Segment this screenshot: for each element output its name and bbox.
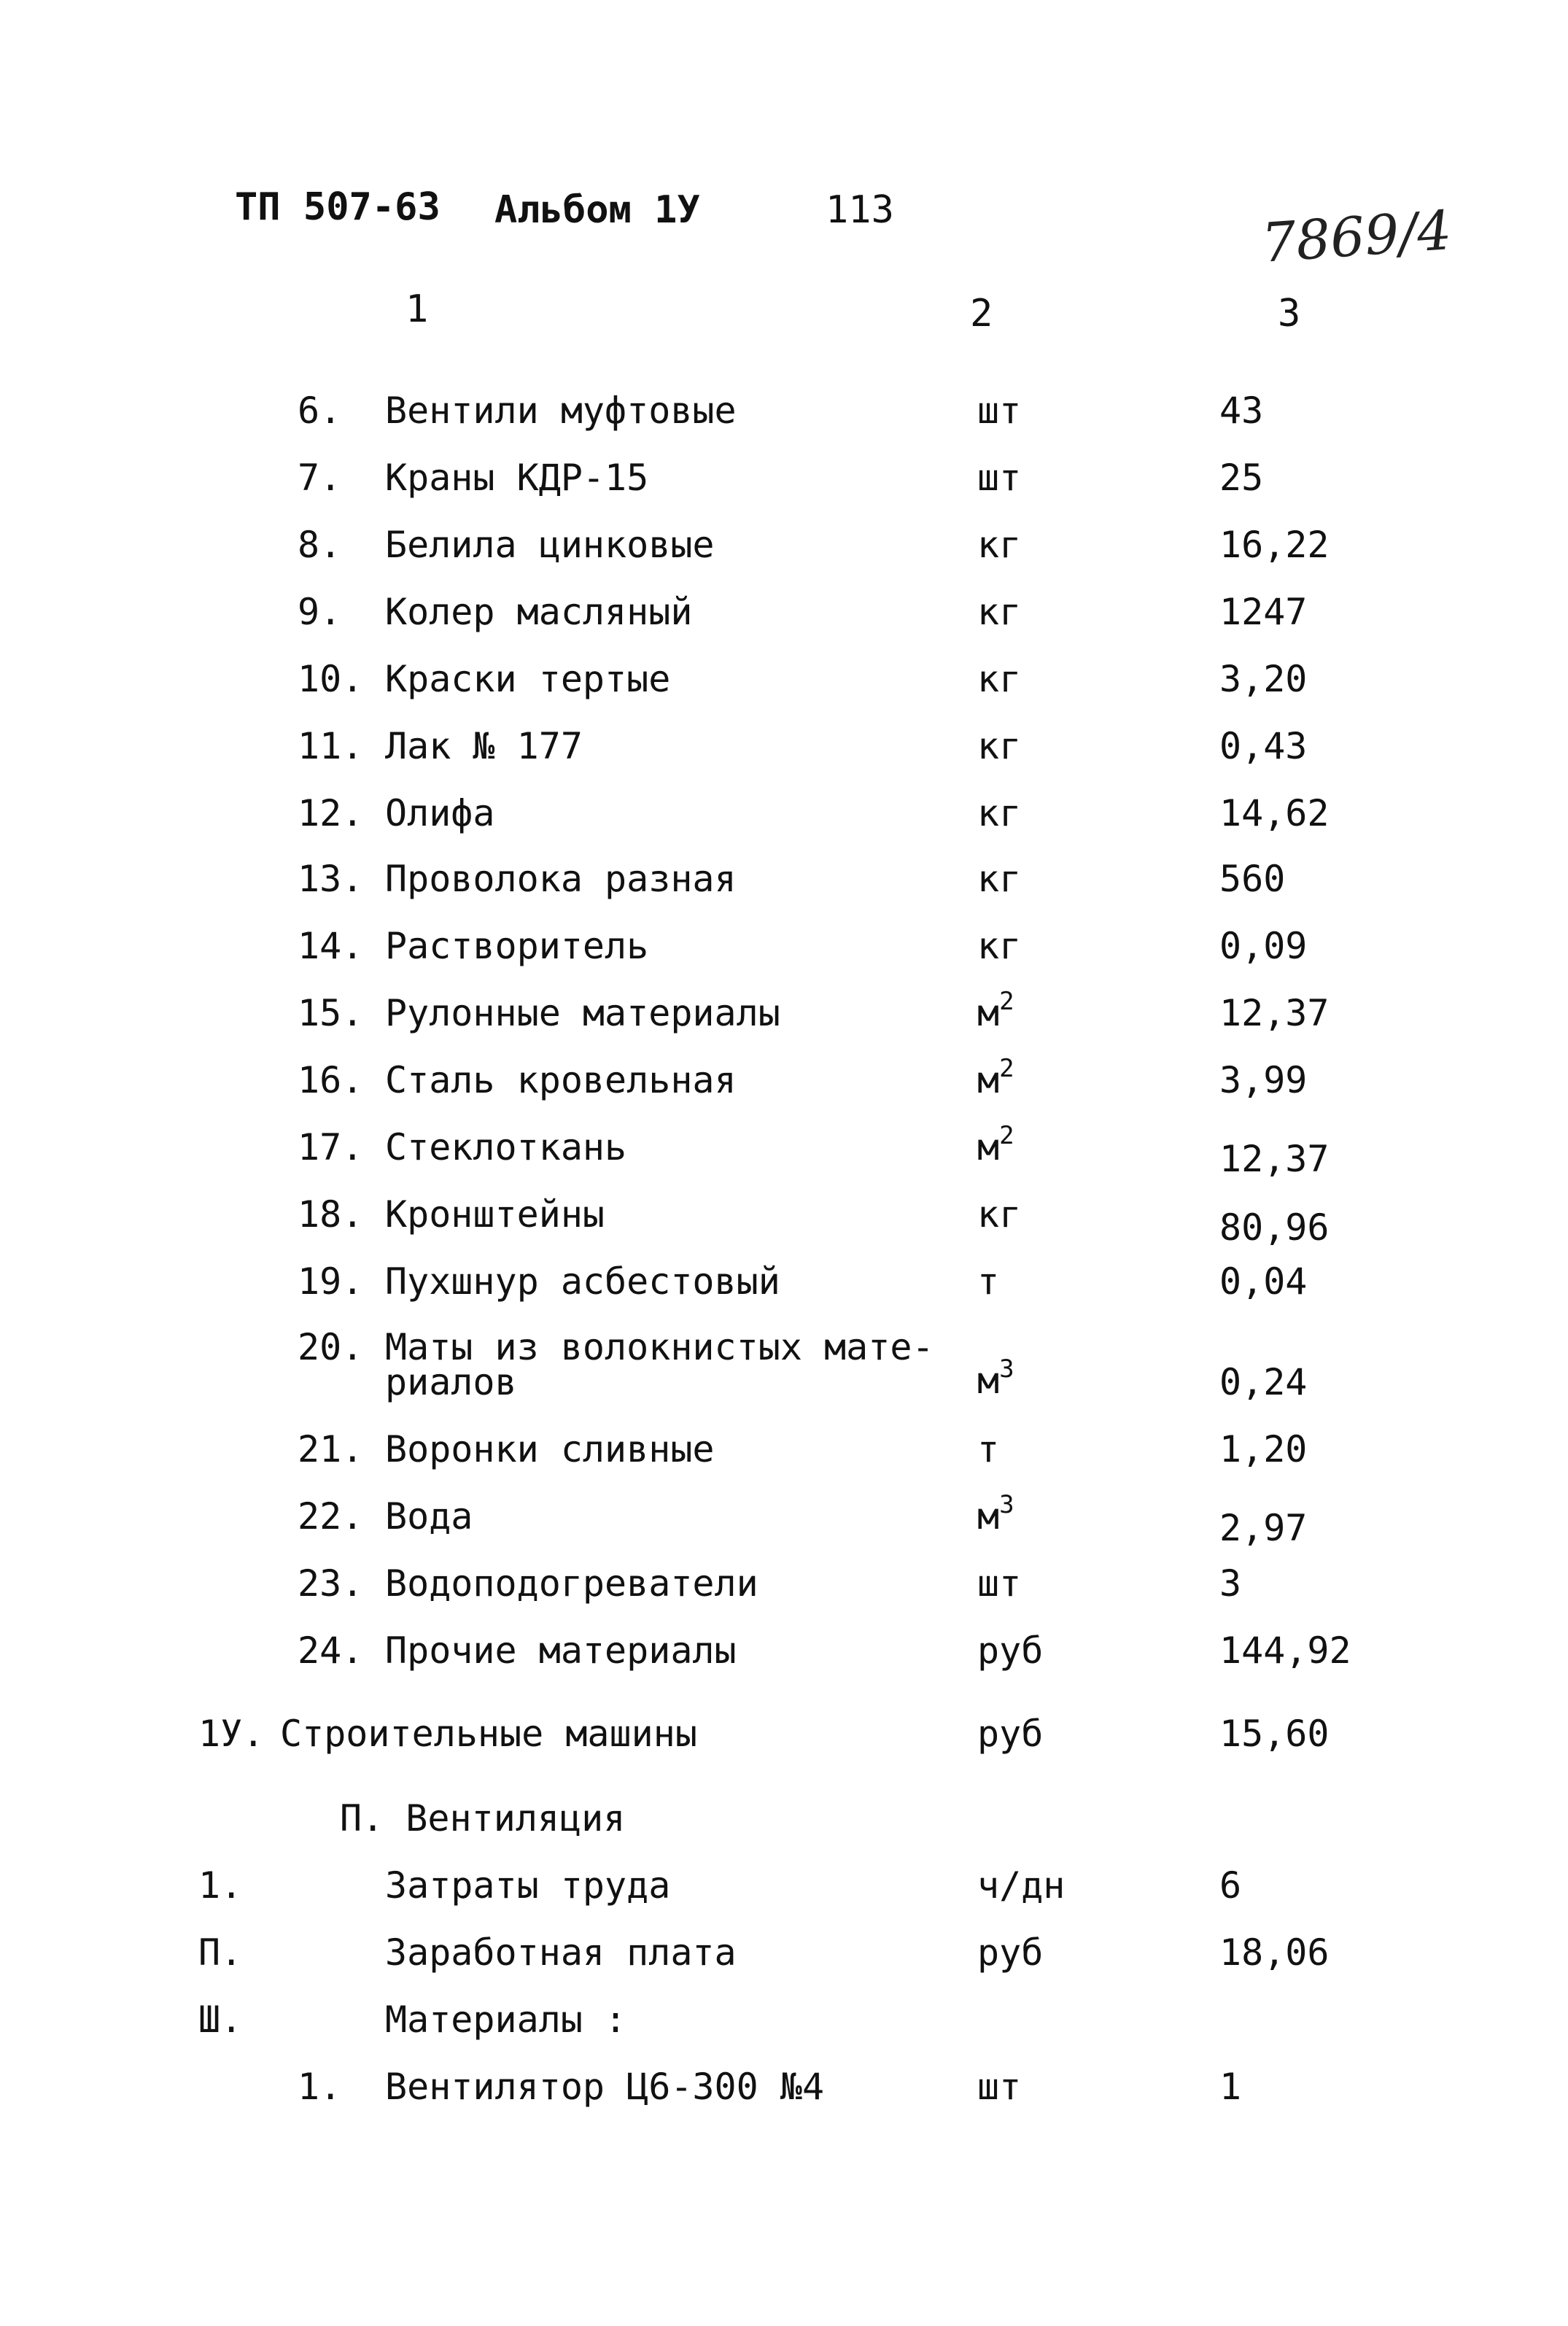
- row-number: 1.: [298, 2066, 342, 2108]
- material-row: [0, 725, 1568, 772]
- row-name: Кронштейны: [385, 1193, 605, 1236]
- row-name: Проволока разная: [385, 858, 737, 900]
- row-unit: кг: [977, 658, 1022, 700]
- row-quantity: 0,43: [1219, 725, 1308, 767]
- row-unit: шт: [977, 1562, 1022, 1605]
- row-number: 13.: [298, 858, 364, 900]
- row-unit: руб: [977, 1629, 1044, 1672]
- ventilation-section-title: П. Вентиляция: [340, 1797, 626, 1840]
- row-quantity: 12,37: [1219, 992, 1330, 1034]
- row-name: Материалы :: [385, 1999, 627, 2041]
- row-number: 8.: [298, 524, 342, 566]
- row-quantity: 16,22: [1219, 524, 1330, 566]
- row-quantity: 3: [1219, 1562, 1242, 1605]
- row-name: Вентили муфтовые: [385, 389, 737, 432]
- row-name: Пухшнур асбестовый: [385, 1260, 780, 1303]
- unit-base: м: [977, 1360, 1000, 1402]
- row-name: Колер масляный: [385, 591, 693, 633]
- row-name: Рулонные материалы: [385, 992, 780, 1034]
- column-header-3: 3: [1278, 292, 1301, 336]
- page-number: 113: [826, 188, 894, 232]
- row-unit: [977, 1354, 1014, 1402]
- unit-base: м: [977, 992, 1000, 1034]
- row-unit: т: [977, 1428, 1000, 1470]
- row-number: 15.: [298, 992, 364, 1034]
- row-name: Затраты труда: [385, 1864, 671, 1907]
- unit-exponent: 2: [999, 1121, 1014, 1150]
- ventilation-row: [0, 1864, 1568, 1911]
- column-header-2: 2: [970, 292, 993, 336]
- unit-base: м: [977, 1059, 1000, 1101]
- row-quantity: 1: [1219, 2066, 1242, 2108]
- row-number: 1.: [198, 1864, 243, 1907]
- row-unit: шт: [977, 389, 1022, 432]
- row-unit: кг: [977, 792, 1022, 834]
- row-name: Маты из волокнистых мате-: [385, 1326, 934, 1368]
- row-unit: шт: [977, 457, 1022, 499]
- machines-row: [0, 1713, 1568, 1759]
- row-quantity: 3,20: [1219, 658, 1308, 700]
- row-number: 16.: [298, 1059, 364, 1101]
- row-quantity: 560: [1219, 858, 1286, 900]
- material-row: [0, 1629, 1568, 1676]
- row-quantity: 25: [1219, 457, 1264, 499]
- row-quantity: 1247: [1219, 591, 1308, 633]
- unit-exponent: 3: [999, 1490, 1014, 1519]
- material-row: [0, 1428, 1568, 1475]
- row-unit: [977, 1121, 1014, 1168]
- row-number: П.: [198, 1931, 243, 1974]
- row-unit: кг: [977, 858, 1022, 900]
- row-unit: ч/дн: [977, 1864, 1066, 1907]
- material-row: [0, 389, 1568, 436]
- row-unit: кг: [977, 725, 1022, 767]
- material-row: [0, 1562, 1568, 1609]
- row-number: 9.: [298, 591, 342, 633]
- row-quantity: 12,37: [1219, 1138, 1330, 1180]
- ventilation-row: [0, 1931, 1568, 1978]
- row-number: 18.: [298, 1193, 364, 1236]
- material-row: [0, 457, 1568, 503]
- row-quantity: 15,60: [1219, 1713, 1330, 1755]
- unit-exponent: 3: [999, 1354, 1014, 1384]
- row-quantity: 43: [1219, 389, 1264, 432]
- row-unit: кг: [977, 925, 1022, 967]
- row-name: Олифа: [385, 792, 495, 834]
- row-quantity: 2,97: [1219, 1507, 1308, 1549]
- row-name: Вентилятор Ц6-300 №4: [385, 2066, 825, 2108]
- row-name: Лак № 177: [385, 725, 583, 767]
- material-row: [0, 658, 1568, 705]
- row-unit: [977, 1054, 1014, 1101]
- section-number: 1У.: [198, 1713, 265, 1755]
- row-unit: [977, 1490, 1014, 1538]
- unit-exponent: 2: [999, 1054, 1014, 1083]
- row-number: 21.: [298, 1428, 364, 1470]
- row-unit: кг: [977, 524, 1022, 566]
- row-number: 23.: [298, 1562, 364, 1605]
- row-name: Краски тертые: [385, 658, 671, 700]
- row-name-continuation: риалов: [385, 1361, 517, 1403]
- ventilation-material-row: [0, 2066, 1568, 2112]
- album-label: Альбом 1У: [494, 188, 700, 232]
- row-name: Прочие материалы: [385, 1629, 737, 1672]
- row-name: Заработная плата: [385, 1931, 737, 1974]
- unit-base: м: [977, 1495, 1000, 1538]
- material-row: [0, 591, 1568, 637]
- row-name: Растворитель: [385, 925, 649, 967]
- row-name: Стеклоткань: [385, 1126, 627, 1168]
- row-quantity: 144,92: [1219, 1629, 1351, 1672]
- material-row: [0, 1326, 1568, 1409]
- material-row: [0, 1193, 1568, 1249]
- row-quantity: 6: [1219, 1864, 1242, 1907]
- row-unit: руб: [977, 1931, 1044, 1974]
- row-quantity: 18,06: [1219, 1931, 1330, 1974]
- row-number: 17.: [298, 1126, 364, 1168]
- material-row: [0, 792, 1568, 839]
- row-unit: [977, 987, 1014, 1034]
- row-unit: руб: [977, 1713, 1044, 1755]
- column-header-1: 1: [405, 287, 429, 331]
- material-row: [0, 1490, 1568, 1549]
- section-name: Строительные машины: [280, 1713, 697, 1755]
- row-number: 7.: [298, 457, 342, 499]
- row-number: 22.: [298, 1495, 364, 1538]
- material-row: [0, 1121, 1568, 1180]
- row-unit: шт: [977, 2066, 1022, 2108]
- ventilation-row: [0, 2001, 1568, 2045]
- row-quantity: 0,04: [1219, 1260, 1308, 1303]
- row-number: 11.: [298, 725, 364, 767]
- row-quantity: 0,24: [1219, 1361, 1308, 1403]
- row-number: 6.: [298, 389, 342, 432]
- row-quantity: 1,20: [1219, 1428, 1308, 1470]
- row-number: 19.: [298, 1260, 364, 1303]
- row-unit: кг: [977, 591, 1022, 633]
- material-row: [0, 925, 1568, 972]
- row-quantity: 0,09: [1219, 925, 1308, 967]
- row-number: 24.: [298, 1629, 364, 1672]
- row-unit: т: [977, 1260, 1000, 1303]
- material-row: [0, 858, 1568, 904]
- row-number: 10.: [298, 658, 364, 700]
- material-row: [0, 524, 1568, 570]
- doc-code: ТП 507-63: [235, 185, 440, 229]
- material-row: [0, 1260, 1568, 1307]
- material-row: [0, 1054, 1568, 1106]
- material-row: [0, 987, 1568, 1039]
- row-quantity: 14,62: [1219, 792, 1330, 834]
- row-quantity: 3,99: [1219, 1059, 1308, 1101]
- row-name: Воронки сливные: [385, 1428, 715, 1470]
- row-name: Сталь кровельная: [385, 1059, 737, 1101]
- row-name: Краны КДР-15: [385, 457, 649, 499]
- row-name: Водоподогреватели: [385, 1562, 758, 1605]
- unit-base: м: [977, 1126, 1000, 1168]
- row-number: Ш.: [198, 1999, 243, 2041]
- row-name: Вода: [385, 1495, 473, 1538]
- row-name: Белила цинковые: [385, 524, 715, 566]
- inventory-stamp: 7869/4: [1260, 199, 1454, 275]
- row-unit: кг: [977, 1193, 1022, 1236]
- row-number: 20.: [298, 1326, 364, 1368]
- row-quantity: 80,96: [1219, 1206, 1330, 1249]
- row-number: 14.: [298, 925, 364, 967]
- unit-exponent: 2: [999, 987, 1014, 1016]
- row-number: 12.: [298, 792, 364, 834]
